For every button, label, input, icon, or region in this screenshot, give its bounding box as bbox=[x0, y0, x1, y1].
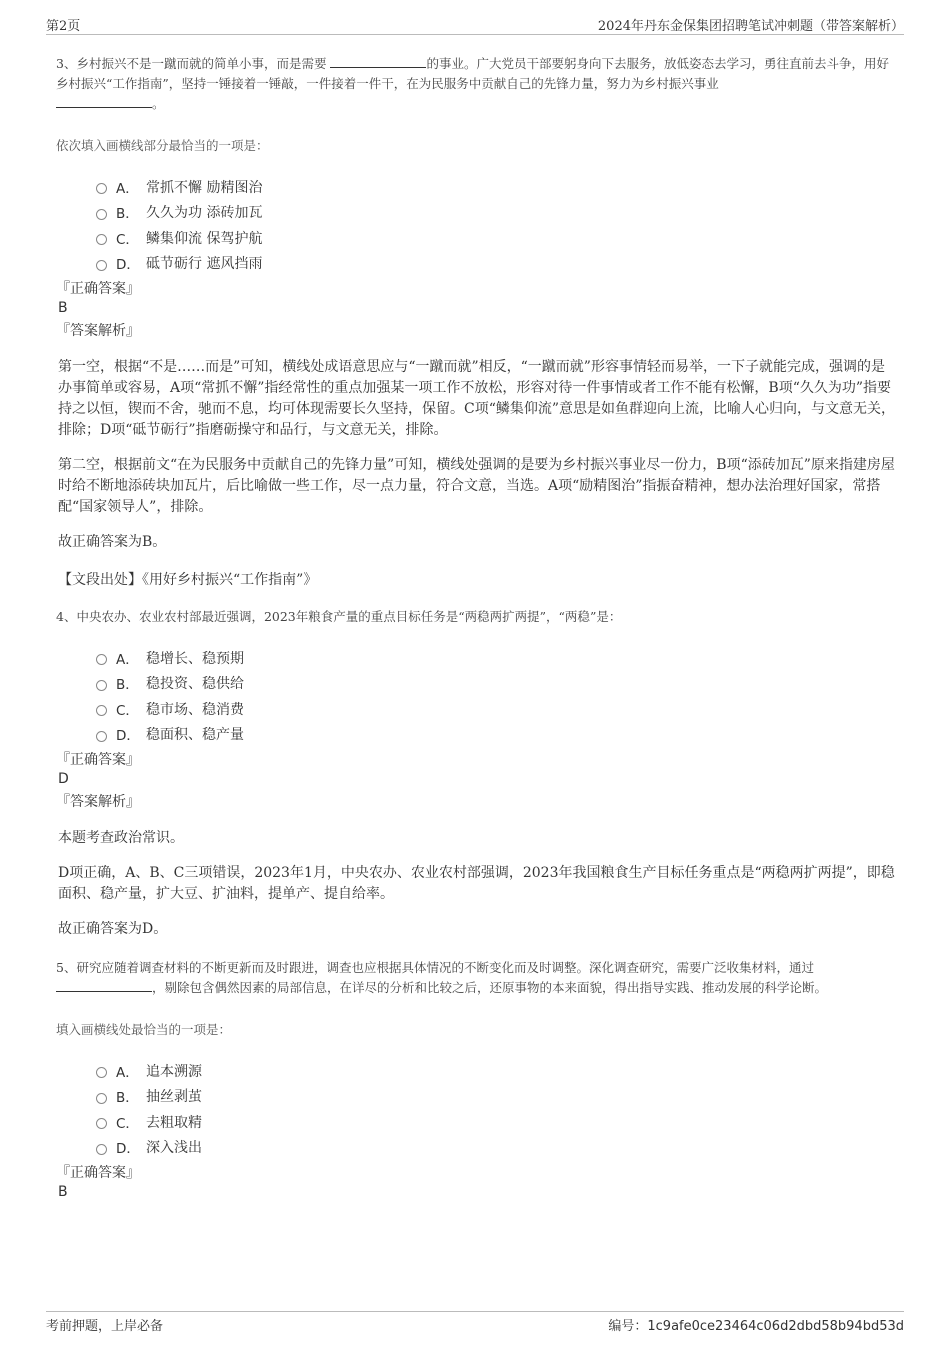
analysis-paragraph: 第二空，根据前文“在为民服务中贡献自己的先锋力量”可知，横线处强调的是要为乡村振兴事业尽一份力，B项“添砖加瓦”原来指建房屋时给不断地添砖块加瓦片，后比喻做一些工作，尽一点力量，符合文意，当选。A项“励精图治”指振奋精神，想办法治理好国家，常搭配“国家领导人”，排除。 bbox=[58, 457, 895, 515]
question-stem: 4、中央农办、农业农村部最近强调，2023年粮食产量的重点目标任务是“两稳两扩两提”，“两稳”是： bbox=[56, 609, 622, 624]
option-list bbox=[96, 174, 898, 276]
correct-answer: D bbox=[58, 771, 69, 787]
question-number: 5、 bbox=[56, 960, 77, 975]
radio-button[interactable] bbox=[96, 654, 107, 665]
question-number: 4、 bbox=[56, 609, 77, 624]
question-stem: 5、研究应随着调查材料的不断更新而及时跟进，调查也应根据具体情况的不断变化而及时调整。深化调查研究，需要广泛收集材料，通过，剔除包含偶然因素的局部信息，在详尽的分析和比较之后，还原事物的本来面貌，得出指导实践、推动发展的科学论断。 bbox=[56, 960, 828, 995]
radio-button[interactable] bbox=[96, 260, 107, 271]
radio-button[interactable] bbox=[96, 209, 107, 220]
fill-blank bbox=[56, 95, 152, 108]
page-header bbox=[46, 14, 904, 35]
fill-blank bbox=[330, 55, 426, 68]
option-d[interactable]: D． 深入浅出 bbox=[96, 1135, 898, 1161]
radio-button[interactable] bbox=[96, 183, 107, 194]
radio-button[interactable] bbox=[96, 234, 107, 245]
question-instruction: 依次填入画横线部分最恰当的一项是： bbox=[56, 138, 269, 153]
option-b[interactable]: B． 稳投资、稳供给 bbox=[96, 671, 898, 697]
question-5 bbox=[56, 958, 898, 1202]
option-c[interactable]: C． 去粗取精 bbox=[96, 1109, 898, 1135]
question-instruction: 填入画横线处最恰当的一项是： bbox=[56, 1022, 232, 1037]
radio-button[interactable] bbox=[96, 1093, 107, 1104]
analysis-paragraph: 故正确答案为D。 bbox=[58, 921, 168, 937]
option-list bbox=[96, 1058, 898, 1160]
radio-button[interactable] bbox=[96, 731, 107, 742]
analysis-label: 『答案解析』 bbox=[56, 794, 140, 810]
question-stem: 3、乡村振兴不是一蹴而就的简单小事，而是需要 的事业。广大党员干部要躬身向下去服务，放低姿态去学习，勇往直前去斗争，用好乡村振兴“工作指南”，坚持一锤接着一锤敲，一件接着一件干，在为民服务中贡献自己的先锋力量，努力为乡村振兴事业 。 bbox=[56, 56, 889, 111]
radio-button[interactable] bbox=[96, 680, 107, 691]
footer-slogan: 考前押题，上岸必备 bbox=[46, 1319, 164, 1334]
radio-button[interactable] bbox=[96, 1118, 107, 1129]
radio-button[interactable] bbox=[96, 1144, 107, 1155]
answer-label: 『正确答案』 bbox=[56, 1165, 140, 1181]
option-b[interactable]: B． 久久为功 添砖加瓦 bbox=[96, 200, 898, 226]
correct-answer: B bbox=[58, 1184, 68, 1200]
fill-blank bbox=[56, 979, 152, 992]
radio-button[interactable] bbox=[96, 1067, 107, 1078]
option-c[interactable]: C． 鳞集仰流 保驾护航 bbox=[96, 225, 898, 251]
option-b[interactable]: B． 抽丝剥茧 bbox=[96, 1084, 898, 1110]
question-number: 3、 bbox=[56, 56, 77, 71]
analysis-label: 『答案解析』 bbox=[56, 323, 140, 339]
option-d[interactable]: D． 砥节砺行 遮风挡雨 bbox=[96, 251, 898, 277]
analysis-paragraph: 故正确答案为B。 bbox=[58, 534, 167, 550]
option-a[interactable]: A． 稳增长、稳预期 bbox=[96, 645, 898, 671]
question-3 bbox=[56, 54, 898, 589]
correct-answer: B bbox=[58, 300, 68, 316]
analysis-paragraph: 本题考查政治常识。 bbox=[58, 830, 184, 846]
document-code: 编号：1c9afe0ce23464c06d2dbd58b94bd53d bbox=[608, 1319, 904, 1334]
question-4 bbox=[56, 607, 898, 940]
page-number: 第2页 bbox=[46, 19, 81, 34]
analysis-paragraph: 第一空，根据“不是……而是”可知，横线处成语意思应与“一蹴而就”相反，“一蹴而就”形容事情轻而易举，一下子就能完成，强调的是办事简单或容易，A项“常抓不懈”指经常性的重点加强某一项工作不放松，形容对待一件事情或者工作不能有松懈，B项“久久为功”指要持之以恒，锲而不舍，驰而不息，均可体现需要长久坚持，保留。C项“鳞集仰流”意思是如鱼群迎向上流，比喻人心归向，与文意无关，排除；D项“砥节砺行”指磨砺操守和品行，与文意无关，排除。 bbox=[58, 359, 896, 438]
page-content bbox=[56, 54, 898, 1202]
option-c[interactable]: C． 稳市场、稳消费 bbox=[96, 696, 898, 722]
analysis-paragraph: D项正确，A、B、C三项错误，2023年1月，中央农办、农业农村部强调，2023年我国粮食生产目标任务重点是“两稳两扩两提”，即稳面积、稳产量，扩大豆、扩油料，提单产、提自给率。 bbox=[58, 865, 895, 902]
radio-button[interactable] bbox=[96, 705, 107, 716]
option-a[interactable]: A． 追本溯源 bbox=[96, 1058, 898, 1084]
option-list bbox=[96, 645, 898, 747]
page-footer bbox=[46, 1311, 904, 1334]
answer-label: 『正确答案』 bbox=[56, 752, 140, 768]
option-a[interactable]: A． 常抓不懈 励精图治 bbox=[96, 174, 898, 200]
option-d[interactable]: D． 稳面积、稳产量 bbox=[96, 722, 898, 748]
document-title: 2024年丹东金保集团招聘笔试冲刺题（带答案解析） bbox=[597, 19, 904, 34]
answer-label: 『正确答案』 bbox=[56, 281, 140, 297]
passage-source: 【文段出处】《用好乡村振兴“工作指南”》 bbox=[58, 572, 318, 588]
